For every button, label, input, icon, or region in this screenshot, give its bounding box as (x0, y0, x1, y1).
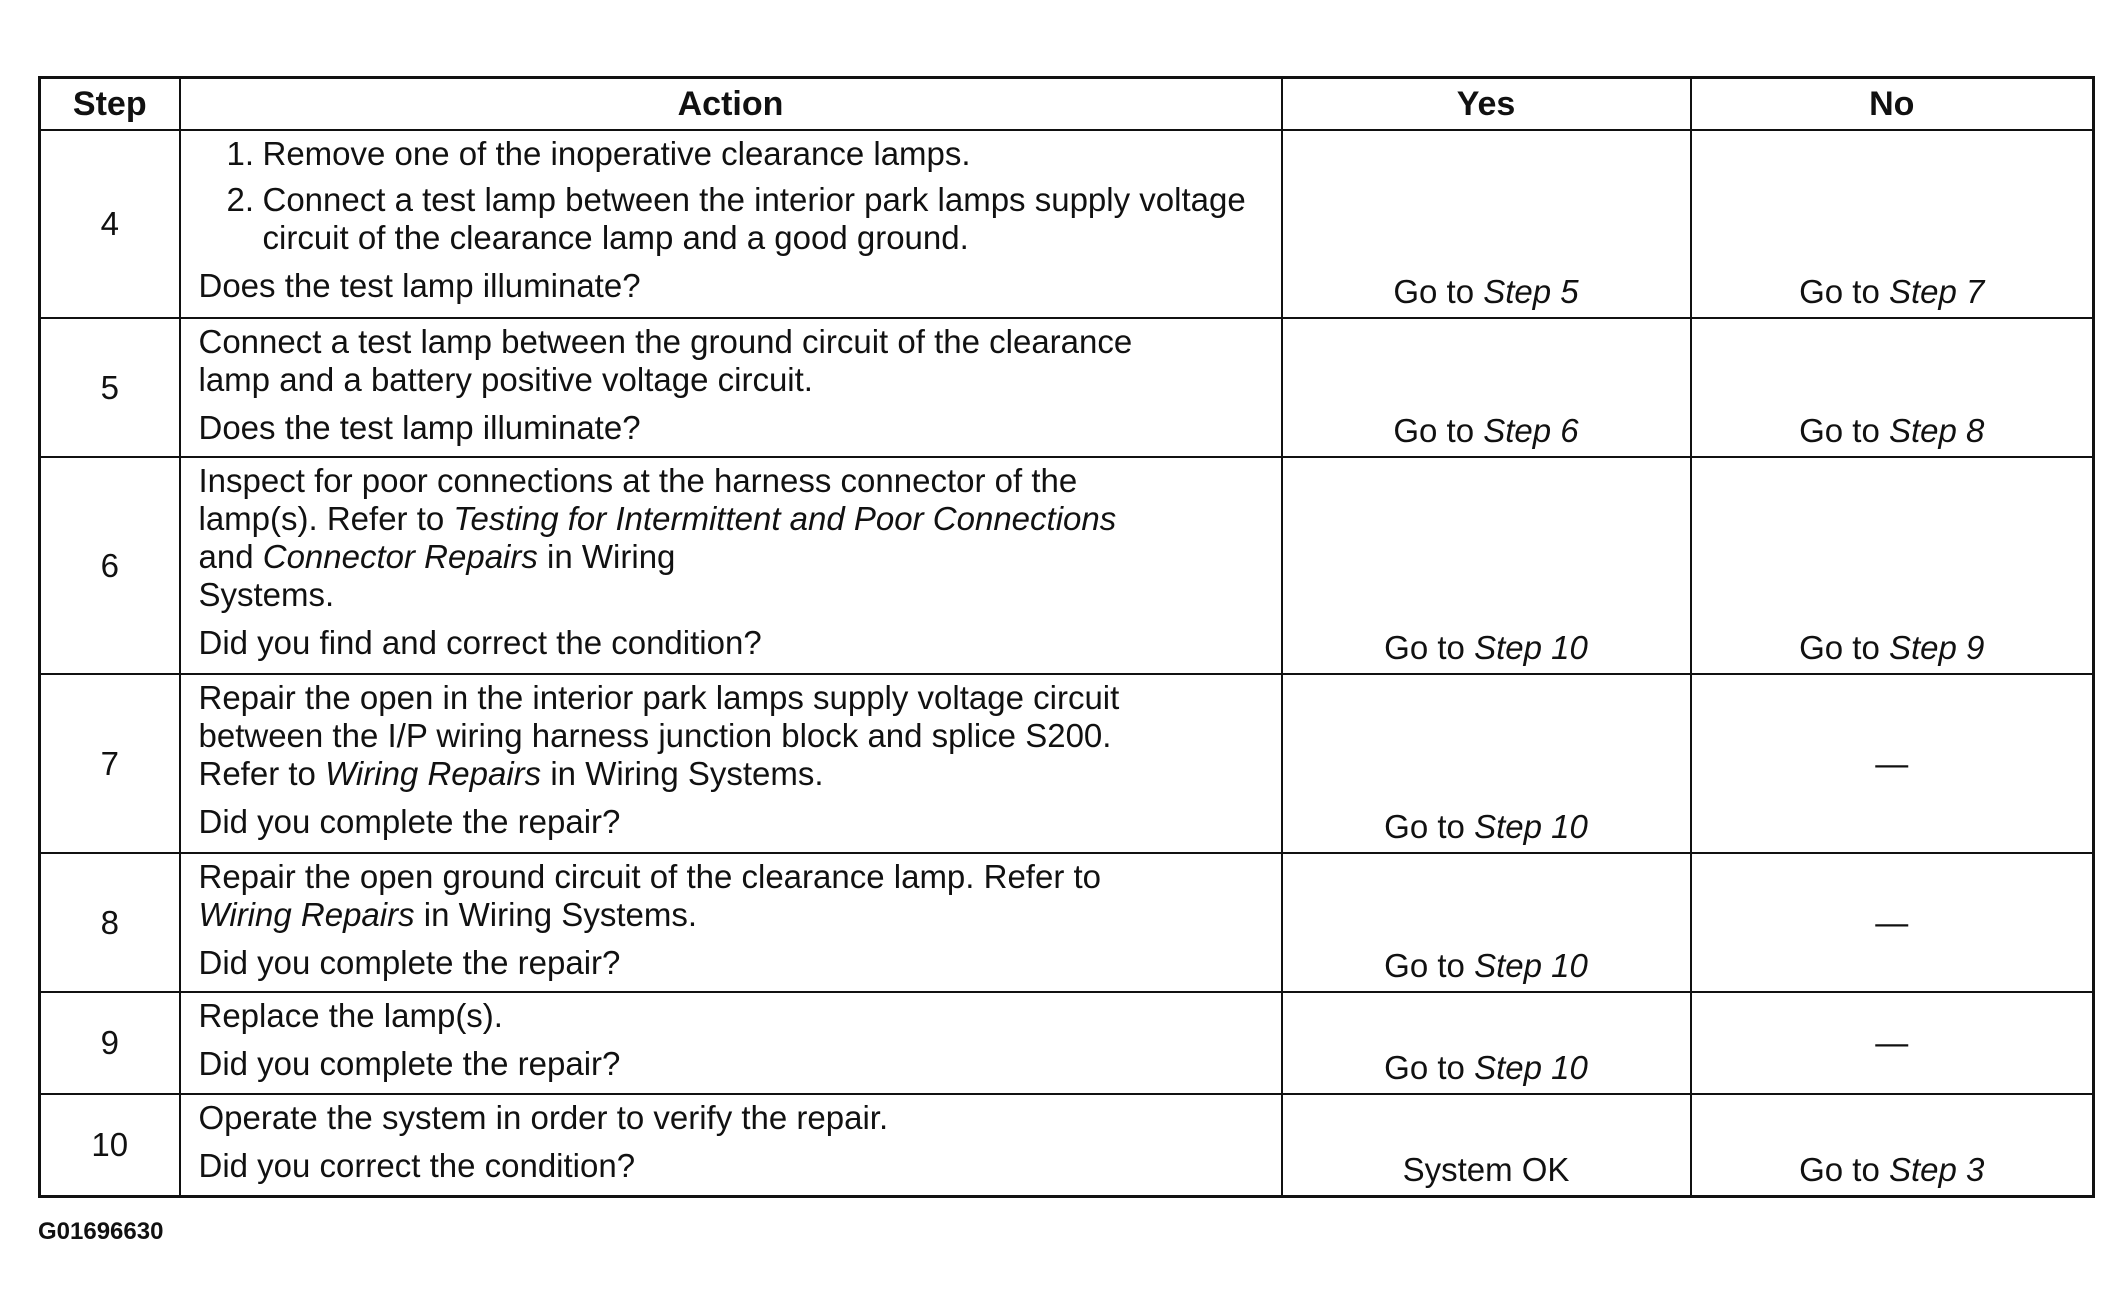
action-text (199, 755, 1267, 793)
action-cell (180, 674, 1282, 853)
yes-cell (1282, 130, 1691, 318)
yes-cell (1282, 674, 1691, 853)
no-cell (1691, 130, 2094, 318)
step-number: 5 (40, 318, 180, 457)
question-text: Did you complete the repair? (198, 1045, 621, 1082)
header-row (40, 78, 2094, 131)
action-text: lamp and a battery positive voltage circuit. (198, 361, 813, 398)
reference-link[interactable]: Connector Repairs (262, 538, 538, 575)
step-link[interactable]: Step 10 (1474, 808, 1588, 845)
step-link[interactable]: Step 7 (1888, 273, 1985, 310)
header-yes: Yes (1282, 78, 1691, 131)
goto-label: Go to (1799, 412, 1889, 449)
no-cell: — (1691, 992, 2094, 1094)
step-number: 4 (40, 130, 180, 318)
action-text (199, 500, 1267, 538)
action-cell (180, 318, 1282, 457)
action-text (199, 538, 1267, 576)
question-text: Did you find and correct the condition? (198, 624, 762, 661)
step-link[interactable]: Step 5 (1483, 273, 1579, 310)
table-row (40, 318, 2094, 457)
table-row (40, 1094, 2094, 1196)
action-text-part: lamp(s). Refer to (198, 500, 454, 537)
yes-cell (1282, 853, 1691, 992)
reference-link[interactable]: Testing for Intermittent and Poor Connections (453, 500, 1117, 537)
no-cell: — (1691, 674, 2094, 853)
header-no: No (1691, 78, 2094, 131)
step-link[interactable]: Step 10 (1474, 1049, 1588, 1086)
action-text: Operate the system in order to verify the repair. (198, 1099, 889, 1136)
goto-label: Go to (1384, 629, 1475, 666)
goto-label: Go to (1799, 629, 1889, 666)
question-text: Did you complete the repair? (198, 944, 621, 981)
action-cell (180, 992, 1282, 1094)
action-text-part: Refer to (198, 755, 326, 792)
step-number: 9 (40, 992, 180, 1094)
action-text: Connect a test lamp between the ground circuit of the clearance (198, 323, 1133, 360)
step-link[interactable]: Step 8 (1888, 412, 1985, 449)
action-text-part: and (198, 538, 263, 575)
list-item (199, 135, 1267, 173)
no-cell (1691, 318, 2094, 457)
item-number: 2. (226, 181, 255, 218)
step-link[interactable]: Step 10 (1474, 947, 1588, 984)
goto-label: Go to (1799, 1150, 1889, 1188)
yes-cell (1282, 992, 1691, 1094)
step-link[interactable]: Step 6 (1483, 412, 1579, 449)
action-text: Systems. (198, 576, 335, 613)
action-text (199, 896, 1267, 934)
header-step: Step (40, 78, 180, 131)
yes-cell: System OK (1282, 1094, 1691, 1196)
step-number: 7 (40, 674, 180, 853)
action-cell (180, 130, 1282, 318)
step-link[interactable]: Step 10 (1474, 629, 1588, 666)
action-cell (180, 853, 1282, 992)
item-text: Remove one of the inoperative clearance lamps. (262, 135, 971, 172)
yes-cell (1282, 457, 1691, 674)
goto-label: Go to (1799, 273, 1889, 310)
action-cell (180, 457, 1282, 674)
step-number: 6 (40, 457, 180, 674)
step-link[interactable]: Step 9 (1888, 629, 1985, 666)
action-text-part: in Wiring (537, 538, 676, 575)
action-text: Inspect for poor connections at the harness connector of the (198, 462, 1078, 499)
no-cell: — (1691, 853, 2094, 992)
table-row (40, 674, 2094, 853)
question-text: Does the test lamp illuminate? (198, 267, 641, 304)
header-action: Action (180, 78, 1282, 131)
goto-label: Go to (1393, 273, 1484, 310)
goto-label: Go to (1384, 1049, 1475, 1086)
step-number: 10 (40, 1094, 180, 1196)
figure-id: G01696630 (38, 1218, 164, 1245)
list-item (199, 181, 1267, 257)
goto-label: Go to (1393, 412, 1484, 449)
table-row (40, 130, 2094, 318)
action-text: between the I/P wiring harness junction block and splice S200. (198, 717, 1112, 754)
action-text-part: in Wiring Systems. (414, 896, 697, 933)
yes-cell (1282, 318, 1691, 457)
table-row (40, 457, 2094, 674)
action-text-part: in Wiring Systems. (541, 755, 824, 792)
action-cell (180, 1094, 1282, 1196)
item-text: Connect a test lamp between the interior park lamps supply voltage circuit of the clearance lamp and a good ground. (262, 181, 1246, 256)
reference-link[interactable]: Wiring Repairs (325, 755, 542, 792)
action-text: Repair the open in the interior park lamps supply voltage circuit (198, 679, 1120, 716)
action-text: Replace the lamp(s). (198, 997, 503, 1034)
goto-label: Go to (1384, 808, 1475, 845)
question-text: Did you complete the repair? (198, 803, 621, 840)
reference-link[interactable]: Wiring Repairs (198, 896, 415, 933)
action-text: Repair the open ground circuit of the clearance lamp. Refer to (198, 858, 1102, 895)
table-row (40, 992, 2094, 1094)
no-cell (1691, 1094, 2094, 1196)
question-text: Does the test lamp illuminate? (198, 409, 641, 446)
no-cell (1691, 457, 2094, 674)
step-link[interactable]: Step 3 (1888, 1150, 1985, 1188)
goto-label: Go to (1384, 947, 1475, 984)
diagnostic-table (38, 76, 2095, 1198)
question-text: Did you correct the condition? (198, 1147, 636, 1184)
step-number: 8 (40, 853, 180, 992)
table-row (40, 853, 2094, 992)
item-number: 1. (226, 135, 255, 172)
